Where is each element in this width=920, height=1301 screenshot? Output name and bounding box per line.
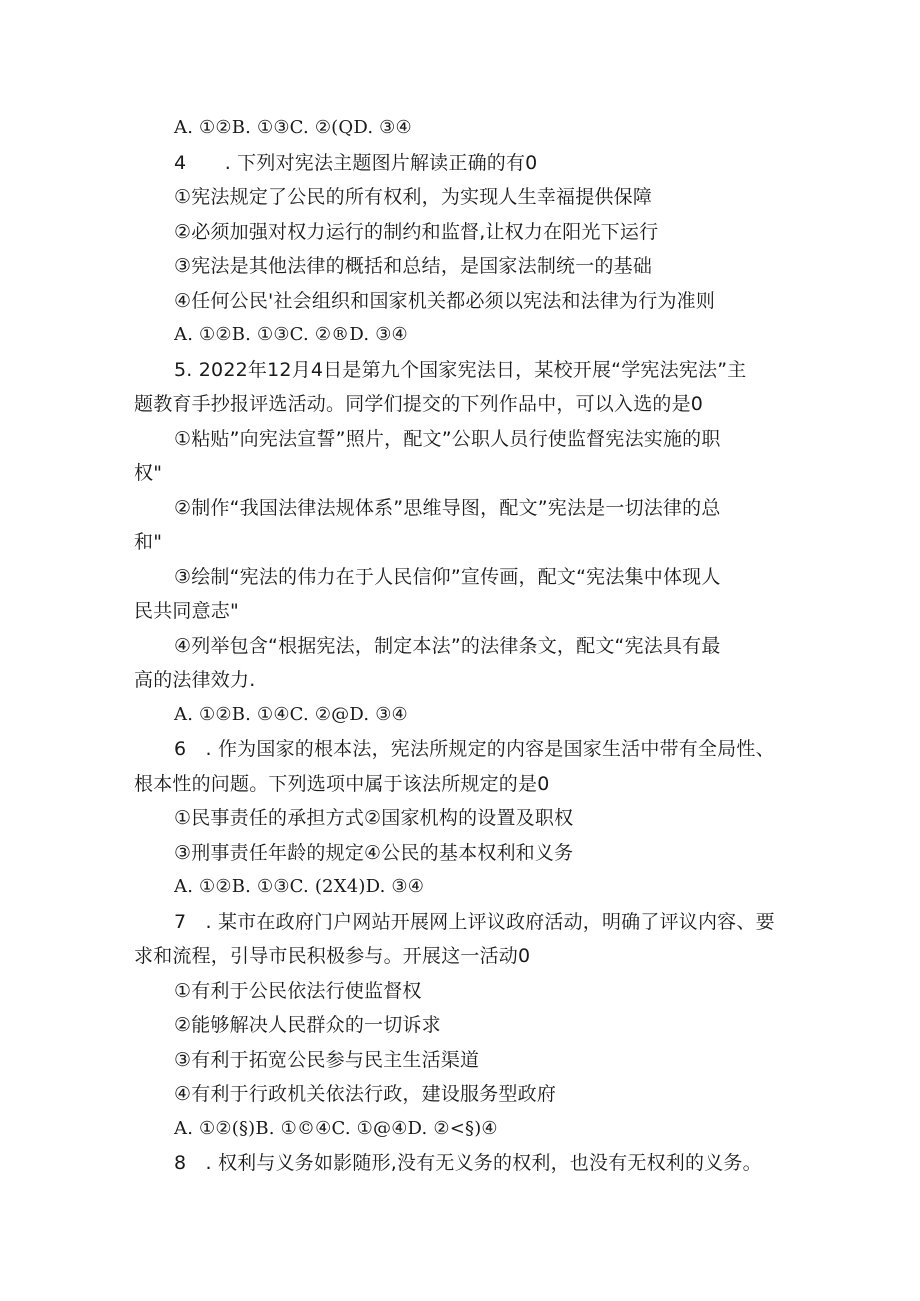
q4-item-4: ④任何公民'社会组织和国家机关都必须以宪法和法律为行为准则: [174, 290, 716, 312]
q5-item-1-cont: 权": [134, 462, 163, 484]
q3-options: A. ①②B. ①③C. ②(QD. ③④: [174, 117, 412, 138]
q5-stem-line-1: 5. 2022年12月4日是第九个国家宪法日，某校开展“学宪法宪法”主: [174, 359, 747, 381]
q5-item-3: ③绘制“宪法的伟力在于人民信仰”宣传画，配文“宪法集中体现人: [174, 566, 721, 588]
q6-items-1-2: ①民事责任的承担方式②国家机构的设置及职权: [174, 807, 574, 829]
q6-stem-line-2: 根本性的问题。下列选项中属于该法所规定的是0: [134, 773, 550, 795]
q7-options: A. ①②(§)B. ①©④C. ①@④D. ②<§)④: [174, 1118, 498, 1139]
q6-stem-line-1: 6 . 作为国家的根本法，宪法所规定的内容是国家生活中带有全局性、: [174, 738, 775, 760]
q5-item-4-cont: 高的法律效力.: [134, 669, 256, 691]
q6-items-3-4: ③刑事责任年龄的规定④公民的基本权利和义务: [174, 842, 574, 864]
q8-stem-line-1: 8 . 权利与义务如影随形,没有无义务的权利，也没有无权利的义务。: [174, 1152, 762, 1174]
q5-item-4: ④列举包含“根据宪法，制定本法”的法律条文，配文“宪法具有最: [174, 635, 721, 657]
q6-options: A. ①②B. ①③C. (2X4)D. ③④: [174, 876, 425, 897]
q5-item-2-cont: 和": [134, 531, 163, 553]
q4-item-1: ①宪法规定了公民的所有权利，为实现人生幸福提供保障: [174, 186, 653, 208]
q7-item-3: ③有利于拓宽公民参与民主生活渠道: [174, 1049, 480, 1071]
q4-item-2: ②必须加强对权力运行的制约和监督,让权力在阳光下运行: [174, 221, 659, 243]
q7-item-1: ①有利于公民依法行使监督权: [174, 980, 422, 1002]
q7-item-2: ②能够解决人民群众的一切诉求: [174, 1014, 441, 1036]
q7-stem-line-1: 7 . 某市在政府门户网站开展网上评议政府活动，明确了评议内容、要: [174, 911, 775, 933]
q4-options: A. ①②B. ①③C. ②®D. ③④: [174, 324, 408, 345]
q4-item-3: ③宪法是其他法律的概括和总结，是国家法制统一的基础: [174, 255, 653, 277]
q5-options: A. ①②B. ①④C. ②@D. ③④: [174, 704, 408, 725]
q7-stem-line-2: 求和流程，引导市民积极参与。开展这一活动0: [134, 945, 531, 967]
q5-item-2: ②制作“我国法律法规体系”思维导图，配文”宪法是一切法律的总: [174, 497, 721, 519]
q5-item-3-cont: 民共同意志": [134, 600, 239, 622]
q4-stem: 4 . 下列对宪法主题图片解读正确的有0: [174, 152, 538, 174]
q5-stem-line-2: 题教育手抄报评选活动。同学们提交的下列作品中，可以入选的是0: [134, 393, 704, 415]
q5-item-1: ①粘贴”向宪法宣誓”照片，配文”公职人员行使监督宪法实施的职: [174, 428, 721, 450]
q7-item-4: ④有利于行政机关依法行政，建设服务型政府: [174, 1083, 557, 1105]
